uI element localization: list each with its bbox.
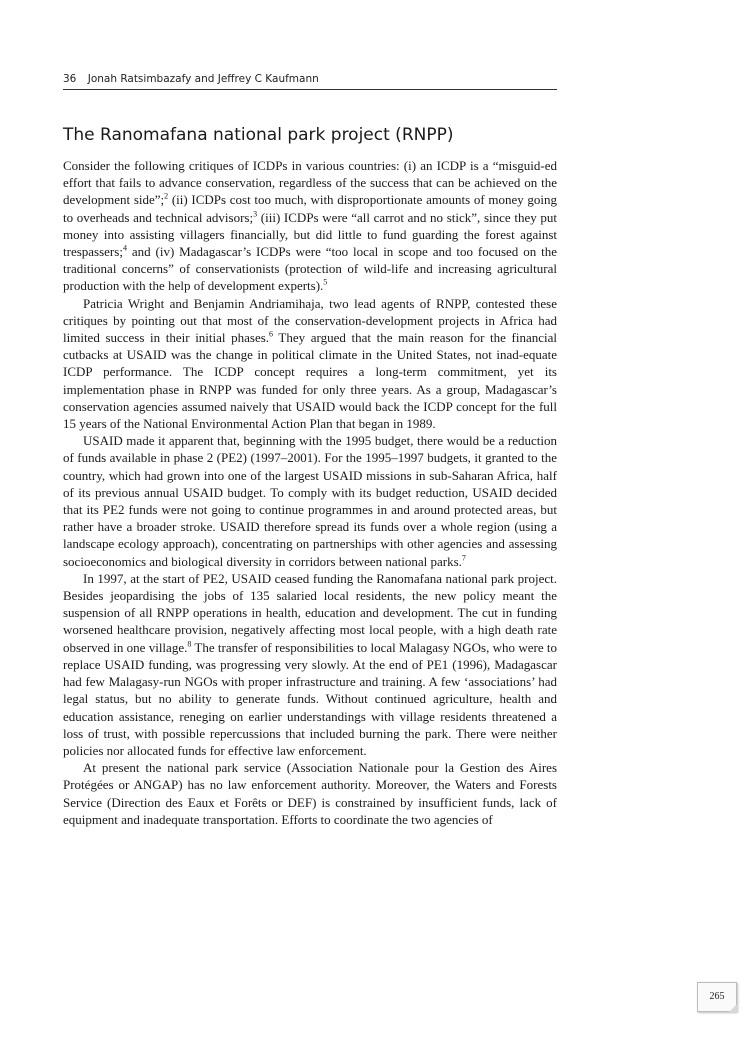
paragraph-text: and (iv) Madagascar’s ICDPs were “too local in scope and too focused on the traditional concerns” of conservationists (protection of wild-life and increasing agricultural production with the help of development experts). — [63, 244, 557, 294]
running-header — [63, 73, 557, 90]
paragraph-text: (ii) ICDPs cost too much, with disproportionate amounts of money going to overheads and technical advisors; — [63, 192, 558, 225]
paragraph-3 — [63, 432, 557, 570]
footnote-marker: 6 — [269, 329, 274, 339]
header-authors: Jonah Ratsimbazafy and Jeffrey C Kaufmann — [87, 73, 319, 85]
paragraph-2 — [63, 295, 557, 433]
paragraph-4 — [63, 570, 557, 759]
paragraph-text: (iii) ICDPs were “all carrot and no stick”, since they put money into assisting villagers financially, but did little to fund guarding the forest against trespassers; — [63, 209, 557, 260]
footnote-marker: 8 — [187, 639, 192, 649]
footnote-marker: 7 — [461, 553, 466, 563]
footnote-marker: 4 — [122, 243, 127, 253]
paragraph-1 — [63, 157, 557, 295]
body-text — [63, 157, 557, 828]
header-page-number: 36 — [63, 73, 77, 85]
footer-page-number: 265 — [697, 982, 737, 1012]
paragraph-text: At present the national park service (Association Nationale pour la Gestion des Aires Protégées or ANGAP) has no law enforcement authority. Moreover, the Waters and Forests Service (Direction des Eaux et Forêts or DEF) is constrained by insufficient funds, lack of equipment and inadequate transportation. Efforts to coordinate the two agencies of — [63, 760, 557, 827]
paragraph-5 — [63, 759, 557, 828]
footnote-marker: 3 — [253, 209, 258, 219]
section-title: The Ranomafana national park project (RNPP) — [63, 125, 454, 145]
footnote-marker: 2 — [164, 192, 169, 202]
paragraph-text: The transfer of responsibilities to local Malagasy NGOs, who were to replace USAID funding, was progressing very slowly. At the end of PE1 (1996), Madagascar had few Malagasy-run NGOs with proper infrastructure and training. A few ‘associations’ had legal status, but no ability to generate funds. Without continued agriculture, health and education assistance, reneging on earlier understandings with village residents threatened a loss of trust, with possible repercussions that included burning the park. There were neither policies nor allocated funds for effective law enforcement. — [63, 639, 558, 758]
paragraph-text: Consider the following critiques of ICDPs in various countries: (i) an ICDP is a “misguid-ed effort that fails to advance conservation, regardless of the success that can be achieved on the development side”; — [63, 158, 557, 208]
footnote-marker: 5 — [323, 278, 328, 288]
paragraph-text: USAID made it apparent that, beginning with the 1995 budget, there would be a reduction of funds available in phase 2 (PE2) (1997–2001). For the 1995–1997 budgets, it granted to the country, which had grown into one of the largest USAID missions in sub-Saharan Africa, half of its previous annual USAID budget. To comply with its budget reduction, USAID decided that its PE2 funds were not going to continue programmes in and around protected areas, but rather have a broader stroke. USAID therefore spread its funds over a whole region (using a landscape ecology approach), concentrating on partnerships with other agencies and assessing socioeconomics and biological diversity in corridors between national parks. — [63, 433, 557, 569]
paragraph-text: Patricia Wright and Benjamin Andriamihaja, two lead agents of RNPP, contested these critiques by pointing out that most of the conservation-development projects in Africa had limited success in their initial phases. — [63, 295, 557, 346]
paragraph-text: They argued that the main reason for the financial cutbacks at USAID was the change in political climate in the United States, not inad-equate ICDP performance. The ICDP concept requires a long-term commitment, yet its implementation phase in RNPP was funded for only three years. As a group, Madagascar’s conservation agencies assumed naively that USAID would back the ICDP concept for the full 15 years of the National Environmental Action Plan that began in 1989. — [63, 330, 557, 432]
paragraph-text: In 1997, at the start of PE2, USAID ceased funding the Ranomafana national park project. Besides jeopardising the jobs of 135 salaried local residents, the new policy meant the suspension of all RNPP operations in health, education and development. The cut in funding worsened healthcare provision, negatively affecting most local people, with a high death rate observed in one village. — [63, 570, 557, 655]
